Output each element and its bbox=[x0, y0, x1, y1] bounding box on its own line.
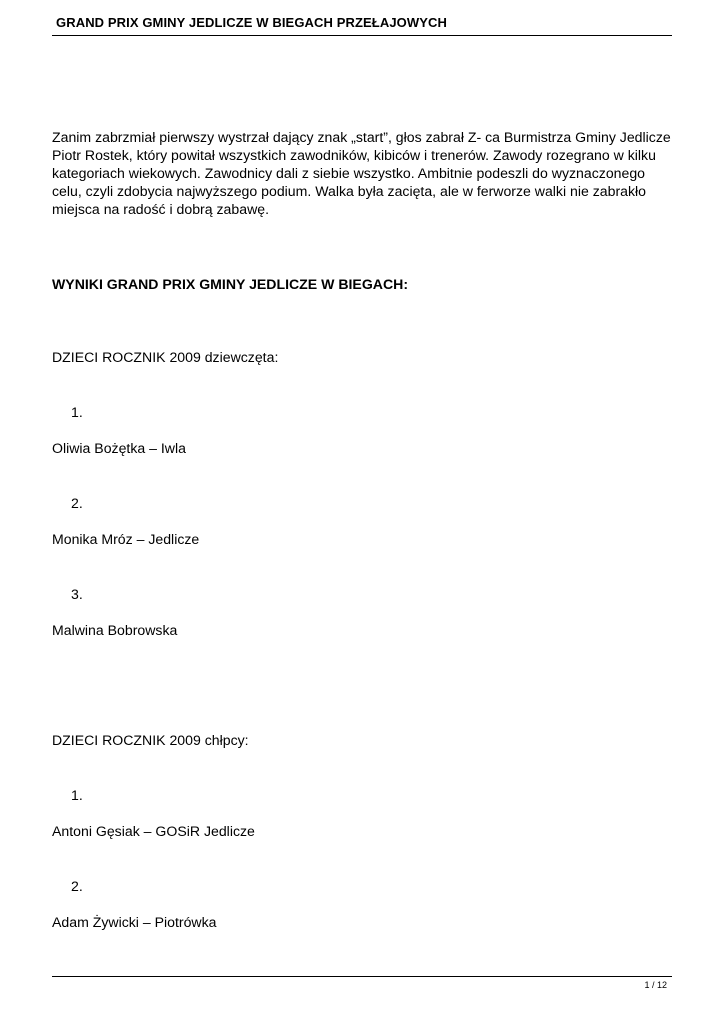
results-heading: WYNIKI GRAND PRIX GMINY JEDLICZE W BIEGACH: bbox=[52, 276, 409, 292]
place-number: 2. bbox=[71, 878, 83, 894]
competitor-name: Antoni Gęsiak – GOSiR Jedlicze bbox=[52, 823, 255, 839]
header-rule bbox=[52, 35, 672, 36]
place-number: 1. bbox=[71, 404, 83, 420]
category-title-boys-2009: DZIECI ROCZNIK 2009 chłpcy: bbox=[52, 732, 249, 748]
competitor-name: Oliwia Bożętka – Iwla bbox=[52, 440, 186, 456]
footer-rule bbox=[52, 976, 672, 977]
competitor-name: Malwina Bobrowska bbox=[52, 622, 178, 638]
document-header-title: GRAND PRIX GMINY JEDLICZE W BIEGACH PRZEŁAJOWYCH bbox=[56, 15, 447, 30]
competitor-name: Adam Żywicki – Piotrówka bbox=[52, 914, 217, 930]
page-number: 1 / 12 bbox=[644, 980, 667, 990]
place-number: 3. bbox=[71, 586, 83, 602]
category-title-girls-2009: DZIECI ROCZNIK 2009 dziewczęta: bbox=[52, 349, 279, 365]
place-number: 1. bbox=[71, 787, 83, 803]
place-number: 2. bbox=[71, 495, 83, 511]
competitor-name: Monika Mróz – Jedlicze bbox=[52, 531, 200, 547]
intro-paragraph: Zanim zabrzmiał pierwszy wystrzał dający znak „start”, głos zabrał Z- ca Burmistrza Gminy Jedlicze Piotr Rostek, który powitał wszystkich zawodników, kibiców i trenerów. Zawody rozegrano w kilku kategoriach wiekowych. Zawodnicy dali z siebie wszystko. Ambitnie podeszli do wyznaczonego celu, czyli zdobycia najwyższego podium. Walka była zacięta, ale w ferworze walki nie zabrakło miejsca na radość i dobrą zabawę. bbox=[52, 129, 671, 217]
